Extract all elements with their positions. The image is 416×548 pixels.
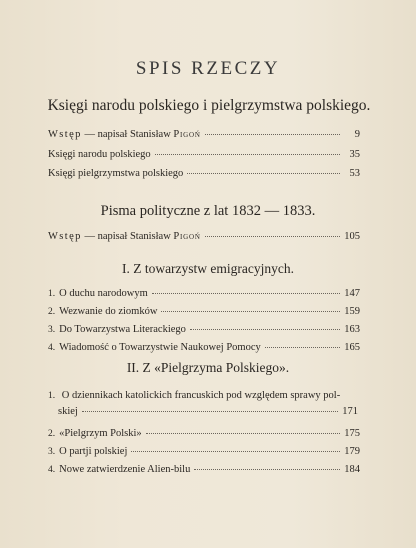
entry-number: 1.	[48, 289, 56, 299]
entry-number: 3.	[48, 325, 56, 335]
leader-dots	[155, 151, 340, 155]
page-title: SPIS RZECZY	[135, 58, 281, 79]
toc-entry	[48, 446, 360, 460]
entry-page-number: 165	[344, 342, 360, 353]
entry-number: 3.	[48, 447, 56, 457]
leader-dots	[265, 344, 340, 348]
entry-text: Nowe zatwierdzenie Alien-bilu	[59, 464, 191, 475]
entry-text: — napisał Stanisław	[81, 129, 174, 140]
toc-entry	[48, 324, 360, 338]
entry-text: Księgi narodu polskiego	[48, 149, 151, 160]
entry-text: O dziennikach katolickich francuskich pod względem sprawy pol-	[61, 390, 341, 401]
entry-text: «Pielgrzym Polski»	[59, 428, 142, 439]
entry-number: 1.	[48, 391, 56, 401]
entry-text: O partji polskiej	[59, 446, 128, 457]
entry-text: — napisał Stanisław	[81, 231, 174, 242]
toc-entry	[48, 168, 360, 182]
entry-prefix: Wstęp	[48, 129, 82, 140]
toc-entry	[48, 129, 360, 143]
entry-page-number: 147	[344, 288, 360, 299]
section-heading-pielgrzyma: II. Z «Pielgrzyma Polskiego».	[126, 360, 290, 375]
toc-entry	[48, 388, 358, 420]
entry-page-number: 175	[344, 428, 360, 439]
entry-number: 2.	[48, 307, 56, 317]
entry-text: Wiadomość o Towarzystwie Naukowej Pomocy	[59, 342, 261, 353]
toc-entry	[48, 149, 360, 163]
section-heading-towarzystw: I. Z towarzystw emigracyjnych.	[121, 261, 295, 276]
entry-page-number: 184	[344, 464, 360, 475]
toc-entry	[48, 288, 360, 302]
leader-dots	[146, 430, 340, 434]
entry-number: 4.	[48, 343, 56, 353]
entry-page-number: 105	[344, 231, 360, 242]
leader-dots	[205, 233, 340, 237]
entry-text: Do Towarzystwa Literackiego	[59, 324, 186, 335]
entry-page-number: 35	[349, 149, 360, 160]
toc-entry	[48, 464, 360, 478]
entry-page-number: 159	[344, 306, 360, 317]
leader-dots	[161, 308, 340, 312]
entry-author: Pigoń	[173, 129, 201, 140]
entry-number: 2.	[48, 429, 56, 439]
entry-number: 4.	[48, 465, 56, 475]
leader-dots	[194, 466, 340, 470]
entry-page-number: 179	[344, 446, 360, 457]
toc-entry	[48, 342, 360, 356]
toc-entry	[48, 231, 360, 245]
leader-dots	[131, 448, 340, 452]
entry-author: Pigoń	[173, 231, 201, 242]
section-heading-ksiegi: Księgi narodu polskiego i pielgrzymstwa polskiego.	[47, 97, 371, 114]
entry-page-number: 171	[342, 406, 358, 417]
toc-entry	[48, 306, 360, 320]
leader-dots	[152, 290, 340, 294]
leader-dots	[190, 326, 340, 330]
entry-page-number: 163	[344, 324, 360, 335]
leader-dots	[82, 408, 338, 412]
toc-entry	[48, 428, 360, 442]
entry-text: O duchu narodowym	[59, 288, 148, 299]
entry-page-number: 53	[349, 168, 360, 179]
entry-prefix: Wstęp	[48, 231, 82, 242]
entry-page-number: 9	[354, 129, 360, 140]
entry-text-continuation: skiej	[58, 406, 78, 417]
leader-dots	[205, 131, 340, 135]
entry-text: Księgi pielgrzymstwa polskiego	[48, 168, 184, 179]
section-heading-pisma: Pisma polityczne z lat 1832 — 1833.	[100, 203, 316, 219]
entry-text: Wezwanie do ziomków	[59, 306, 158, 317]
leader-dots	[187, 170, 340, 174]
